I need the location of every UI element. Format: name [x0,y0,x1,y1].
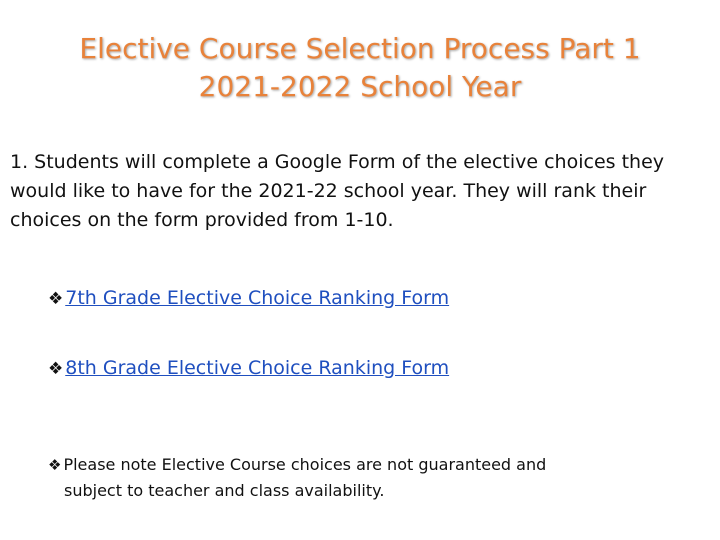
diamond-bullet-icon: ❖ [48,289,64,309]
note-line-2: subject to teacher and class availability. [64,481,385,500]
note-line-1: Please note Elective Course choices are not guaranteed and [63,455,547,474]
7th-grade-form-link[interactable]: 7th Grade Elective Choice Ranking Form [65,287,450,309]
diamond-bullet-icon: ❖ [48,359,64,379]
8th-grade-form-link[interactable]: 8th Grade Elective Choice Ranking Form [65,357,450,379]
link-item-8th-grade [48,354,449,383]
instruction-paragraph: 1. Students will complete a Google Form of the elective choices they would like to have for the 2021-22 school year. They will rank their choices on the form provided from 1-10. [10,151,664,231]
link-item-7th-grade [48,284,449,313]
availability-note [48,452,700,504]
slide-title [0,30,720,106]
title-line-1: Elective Course Selection Process Part 1 [79,32,641,65]
title-line-2: 2021-2022 School Year [198,70,522,103]
diamond-bullet-icon: ❖ [48,456,62,474]
